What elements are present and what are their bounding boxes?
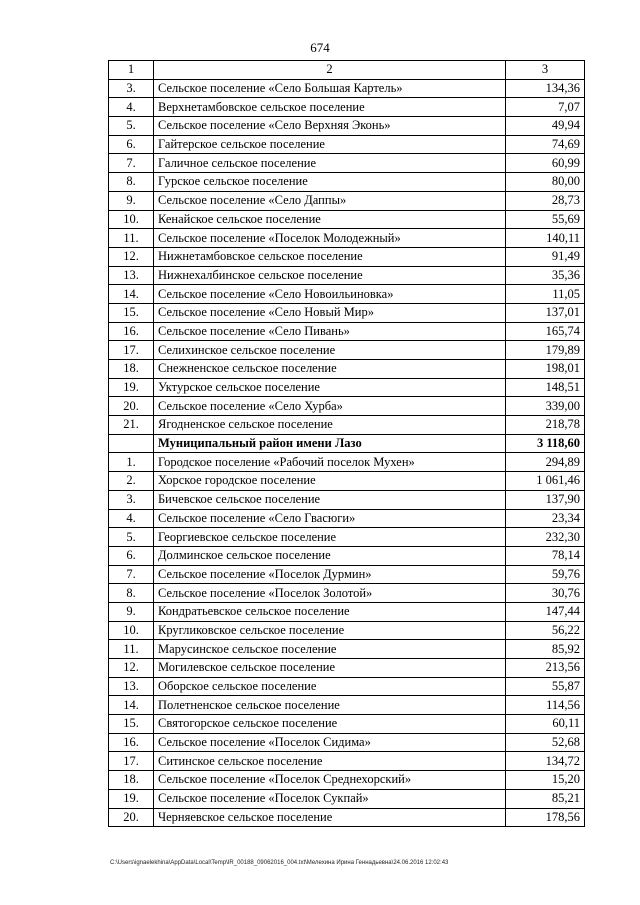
table-row	[109, 715, 585, 734]
table-row	[109, 173, 585, 192]
row-name: Сельское поселение «Село Пивань»	[154, 322, 506, 341]
row-number: 14.	[109, 696, 154, 715]
row-name: Снежненское сельское поселение	[154, 360, 506, 379]
table-row	[109, 303, 585, 322]
row-name: Гурское сельское поселение	[154, 173, 506, 192]
table-row	[109, 378, 585, 397]
row-number: 9.	[109, 602, 154, 621]
row-number: 16.	[109, 733, 154, 752]
row-name: Георгиевское сельское поселение	[154, 528, 506, 547]
row-number: 4.	[109, 98, 154, 117]
row-name: Сельское поселение «Село Большая Картель»	[154, 79, 506, 98]
table-row	[109, 135, 585, 154]
row-value: 140,11	[506, 229, 585, 248]
file-path-footer: C:\Users\ignaelekhina\AppData\Local\Temp\IR_00188_09062016_004.txt\Мелехина Ирина Геннадьевна\24.06.2016 12:02:43	[110, 860, 449, 866]
row-number: 13.	[109, 266, 154, 285]
table-row	[109, 322, 585, 341]
row-value: 137,90	[506, 490, 585, 509]
table-row	[109, 416, 585, 435]
row-name: Муниципальный район имени Лазо	[154, 434, 506, 453]
row-value: 179,89	[506, 341, 585, 360]
row-name: Черняевское сельское поселение	[154, 808, 506, 827]
row-number: 19.	[109, 789, 154, 808]
row-number: 13.	[109, 677, 154, 696]
row-name: Верхнетамбовское сельское поселение	[154, 98, 506, 117]
row-value: 23,34	[506, 509, 585, 528]
row-value: 178,56	[506, 808, 585, 827]
row-number: 2.	[109, 472, 154, 491]
row-value: 114,56	[506, 696, 585, 715]
table-row	[109, 808, 585, 827]
row-value: 134,36	[506, 79, 585, 98]
row-number: 3.	[109, 79, 154, 98]
table-row	[109, 771, 585, 790]
row-name: Сельское поселение «Поселок Сидима»	[154, 733, 506, 752]
table-row	[109, 640, 585, 659]
table-row	[109, 696, 585, 715]
table-row	[109, 565, 585, 584]
row-value: 30,76	[506, 584, 585, 603]
row-name: Оборское сельское поселение	[154, 677, 506, 696]
column-header: 3	[506, 61, 585, 80]
row-name: Кенайское сельское поселение	[154, 210, 506, 229]
row-name: Гайтерское сельское поселение	[154, 135, 506, 154]
row-name: Бичевское сельское поселение	[154, 490, 506, 509]
row-number: 8.	[109, 173, 154, 192]
row-value: 55,69	[506, 210, 585, 229]
table-row	[109, 285, 585, 304]
row-value: 7,07	[506, 98, 585, 117]
row-number: 8.	[109, 584, 154, 603]
row-name: Сельское поселение «Поселок Среднехорский»	[154, 771, 506, 790]
row-number: 15.	[109, 715, 154, 734]
row-number	[109, 434, 154, 453]
row-name: Сельское поселение «Село Даппы»	[154, 191, 506, 210]
row-number: 6.	[109, 546, 154, 565]
row-name: Уктурское сельское поселение	[154, 378, 506, 397]
row-name: Ягодненское сельское поселение	[154, 416, 506, 435]
row-value: 339,00	[506, 397, 585, 416]
row-name: Могилевское сельское поселение	[154, 659, 506, 678]
row-number: 17.	[109, 752, 154, 771]
row-number: 9.	[109, 191, 154, 210]
row-name: Нижнехалбинское сельское поселение	[154, 266, 506, 285]
row-number: 19.	[109, 378, 154, 397]
row-value: 55,87	[506, 677, 585, 696]
row-number: 15.	[109, 303, 154, 322]
table-row	[109, 266, 585, 285]
row-name: Нижнетамбовское сельское поселение	[154, 247, 506, 266]
row-number: 18.	[109, 360, 154, 379]
row-value: 85,92	[506, 640, 585, 659]
row-number: 4.	[109, 509, 154, 528]
column-header: 1	[109, 61, 154, 80]
row-value: 59,76	[506, 565, 585, 584]
row-name: Хорское городское поселение	[154, 472, 506, 491]
table-row	[109, 602, 585, 621]
table-row	[109, 509, 585, 528]
table-row	[109, 472, 585, 491]
row-number: 5.	[109, 528, 154, 547]
row-value: 213,56	[506, 659, 585, 678]
row-name: Полетненское сельское поселение	[154, 696, 506, 715]
row-name: Городское поселение «Рабочий поселок Мухен»	[154, 453, 506, 472]
row-value: 198,01	[506, 360, 585, 379]
row-number: 11.	[109, 229, 154, 248]
table-row	[109, 490, 585, 509]
row-name: Галичное сельское поселение	[154, 154, 506, 173]
table-row	[109, 584, 585, 603]
row-value: 80,00	[506, 173, 585, 192]
row-value: 60,11	[506, 715, 585, 734]
row-name: Сельское поселение «Село Новый Мир»	[154, 303, 506, 322]
table-row	[109, 154, 585, 173]
row-value: 49,94	[506, 117, 585, 136]
row-value: 11,05	[506, 285, 585, 304]
row-value: 74,69	[506, 135, 585, 154]
row-name: Сельское поселение «Село Гвасюги»	[154, 509, 506, 528]
row-number: 7.	[109, 154, 154, 173]
row-name: Сельское поселение «Село Хурба»	[154, 397, 506, 416]
row-name: Марусинское сельское поселение	[154, 640, 506, 659]
row-value: 56,22	[506, 621, 585, 640]
table-row	[109, 434, 585, 453]
row-value: 52,68	[506, 733, 585, 752]
row-number: 20.	[109, 397, 154, 416]
row-value: 165,74	[506, 322, 585, 341]
row-number: 3.	[109, 490, 154, 509]
table-row	[109, 659, 585, 678]
row-number: 12.	[109, 659, 154, 678]
table-row	[109, 79, 585, 98]
table-row	[109, 341, 585, 360]
row-value: 218,78	[506, 416, 585, 435]
row-number: 10.	[109, 621, 154, 640]
table-row	[109, 752, 585, 771]
table-row	[109, 229, 585, 248]
row-value: 91,49	[506, 247, 585, 266]
row-name: Сельское поселение «Поселок Сукпай»	[154, 789, 506, 808]
row-number: 18.	[109, 771, 154, 790]
row-name: Сельское поселение «Поселок Золотой»	[154, 584, 506, 603]
row-value: 147,44	[506, 602, 585, 621]
table-row	[109, 397, 585, 416]
row-name: Сельское поселение «Поселок Молодежный»	[154, 229, 506, 248]
table-row	[109, 117, 585, 136]
row-number: 21.	[109, 416, 154, 435]
table-row	[109, 210, 585, 229]
row-name: Селихинское сельское поселение	[154, 341, 506, 360]
row-number: 17.	[109, 341, 154, 360]
row-value: 35,36	[506, 266, 585, 285]
row-number: 7.	[109, 565, 154, 584]
table-row	[109, 453, 585, 472]
data-table	[108, 60, 585, 827]
row-value: 78,14	[506, 546, 585, 565]
row-number: 14.	[109, 285, 154, 304]
table-row	[109, 528, 585, 547]
row-value: 232,30	[506, 528, 585, 547]
row-name: Ситинское сельское поселение	[154, 752, 506, 771]
row-number: 12.	[109, 247, 154, 266]
row-number: 16.	[109, 322, 154, 341]
table-row	[109, 98, 585, 117]
row-name: Долминское сельское поселение	[154, 546, 506, 565]
row-value: 148,51	[506, 378, 585, 397]
table-row	[109, 621, 585, 640]
row-value: 137,01	[506, 303, 585, 322]
table-row	[109, 789, 585, 808]
row-name: Сельское поселение «Село Верхняя Эконь»	[154, 117, 506, 136]
table-row	[109, 360, 585, 379]
table-row	[109, 677, 585, 696]
table-row	[109, 546, 585, 565]
row-number: 11.	[109, 640, 154, 659]
row-name: Кондратьевское сельское поселение	[154, 602, 506, 621]
row-name: Сельское поселение «Поселок Дурмин»	[154, 565, 506, 584]
row-name: Сельское поселение «Село Новоильиновка»	[154, 285, 506, 304]
row-number: 5.	[109, 117, 154, 136]
row-number: 20.	[109, 808, 154, 827]
row-number: 10.	[109, 210, 154, 229]
row-number: 6.	[109, 135, 154, 154]
table-row	[109, 191, 585, 210]
page-number: 674	[310, 40, 330, 55]
row-value: 15,20	[506, 771, 585, 790]
row-number: 1.	[109, 453, 154, 472]
table-row	[109, 247, 585, 266]
row-value: 60,99	[506, 154, 585, 173]
row-value: 1 061,46	[506, 472, 585, 491]
row-value: 134,72	[506, 752, 585, 771]
row-name: Святогорское сельское поселение	[154, 715, 506, 734]
row-value: 3 118,60	[506, 434, 585, 453]
column-header: 2	[154, 61, 506, 80]
row-name: Кругликовское сельское поселение	[154, 621, 506, 640]
row-value: 85,21	[506, 789, 585, 808]
row-value: 28,73	[506, 191, 585, 210]
table-row	[109, 733, 585, 752]
row-value: 294,89	[506, 453, 585, 472]
table-header-row	[109, 61, 585, 80]
